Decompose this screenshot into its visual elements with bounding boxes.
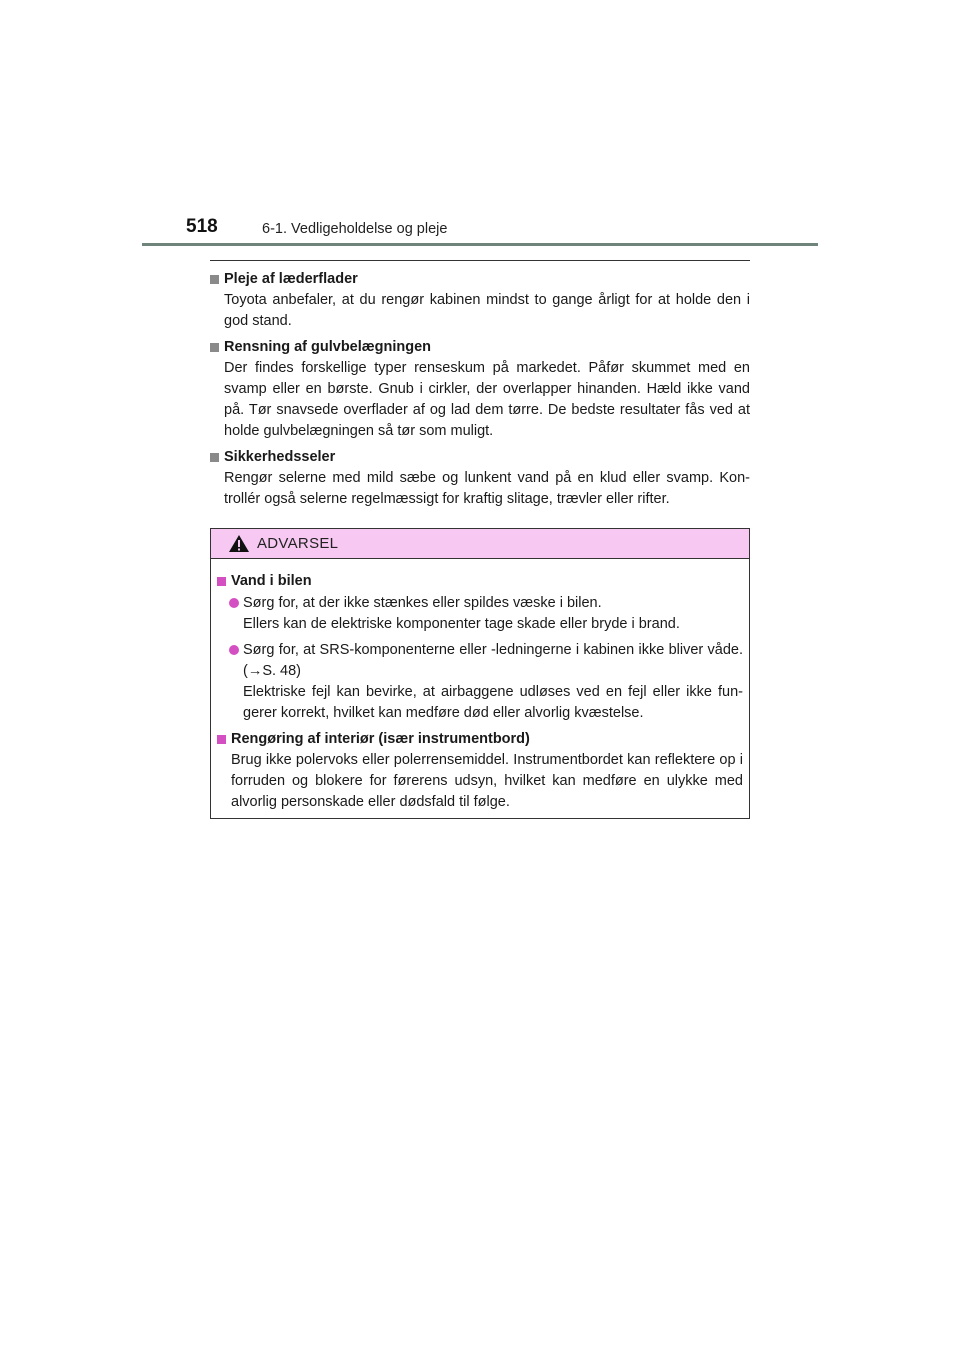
square-bullet-icon [210,453,219,462]
section-title: 6-1. Vedligeholdelse og pleje [262,221,448,237]
heading-text: Rensning af gulvbelægningen [224,339,432,355]
section-leather [210,269,750,332]
square-bullet-icon [210,275,219,284]
section-body: Rengør selerne med mild sæbe og lunkent vand på en klud eller svamp. Kon-trollér også selerne regelmæssigt for kraftig slitage, trævler eller rifter. [224,470,750,507]
heading-text: Sikkerhedsseler [224,449,336,465]
warning-section-heading [217,571,743,592]
warning-list-item [217,640,743,724]
content-rule [210,260,750,261]
warning-body [211,559,749,813]
warning-section-body: Brug ikke polervoks eller polerrensemiddel. Instrumentbordet kan reflektere op i forruden og blokere for førerens udsyn, hvilket kan medføre en ulykke med alvorlig personskade eller dødsfald til følge. [231,752,743,810]
warning-box [210,528,750,819]
content-area [210,269,750,515]
section-heading [210,269,750,290]
item-line: Ellers kan de elektriske komponenter tage skade eller bryde i brand. [243,616,680,632]
warning-section-heading [217,729,743,750]
header-rule [142,243,818,246]
section-body: Der findes forskellige typer renseskum på markedet. Påfør skummet med en svamp eller en børste. Gnub i cirkler, der overlapper hinanden. Hæld ikke vand på. Tør snavsede overflader af og lad dem tørre. De bedste resultater fås ved at holde gulvbelægningen så tør som muligt. [224,360,750,439]
warning-triangle-icon [228,534,250,553]
square-bullet-icon [217,735,226,744]
section-seatbelts [210,447,750,510]
section-heading [210,447,750,468]
section-body: Toyota anbefaler, at du rengør kabinen mindst to gange årligt for at holde den i god stand. [224,292,750,329]
page-number: 518 [186,216,218,237]
circle-bullet-icon [229,645,239,655]
warning-header [211,529,749,559]
item-line: Elektriske fejl kan bevirke, at airbaggene udløses ved en fejl eller ikke fun-gerer korrekt, hvilket kan medføre død eller alvorlig kvæstelse. [243,684,743,721]
item-line: Sørg for, at SRS-komponenterne eller -ledningerne i kabinen ikke bliver våde. (→S. 48) [243,642,743,679]
circle-bullet-icon [229,598,239,608]
warning-list-item [217,593,743,635]
item-text [243,593,743,635]
square-bullet-icon [217,577,226,586]
section-heading [210,337,750,358]
warning-title: ADVARSEL [257,535,339,552]
heading-text: Pleje af læderflader [224,271,358,287]
heading-text: Vand i bilen [231,573,312,589]
item-text [243,640,743,724]
square-bullet-icon [210,343,219,352]
item-line: Sørg for, at der ikke stænkes eller spildes væske i bilen. [243,595,602,611]
heading-text: Rengøring af interiør (især instrumentbord) [231,731,530,747]
section-floor [210,337,750,442]
